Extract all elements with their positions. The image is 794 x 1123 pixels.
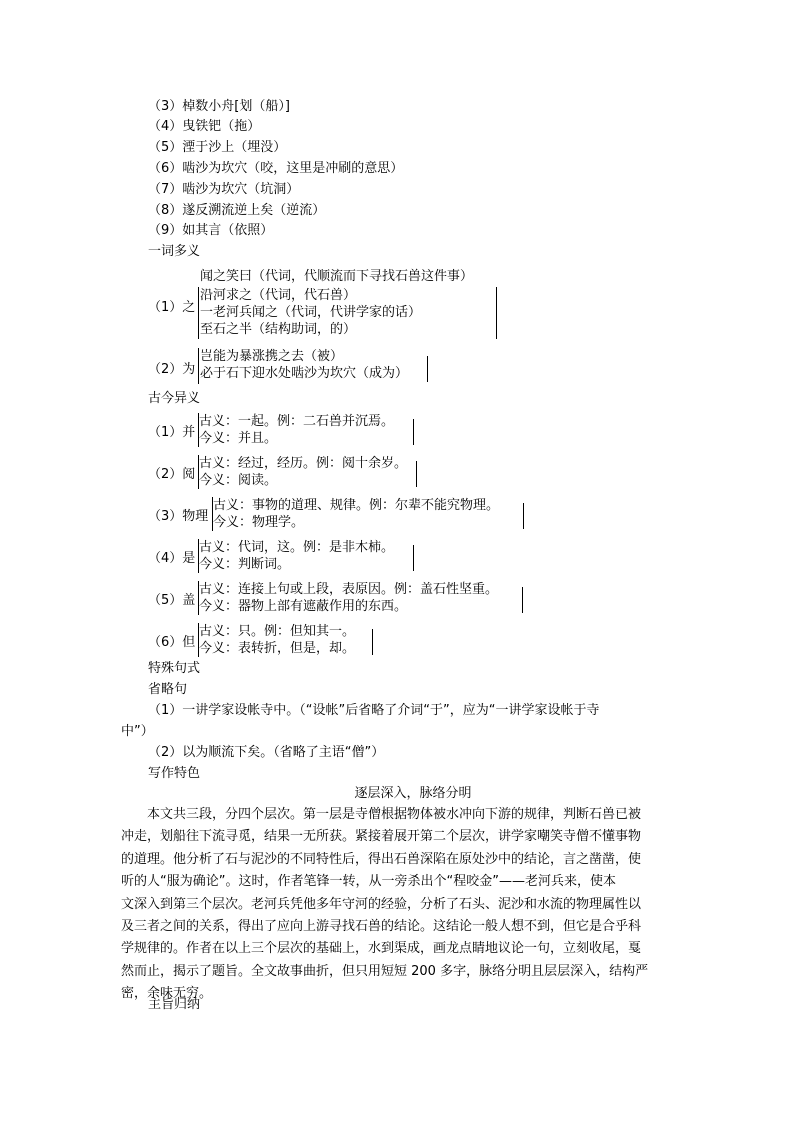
gujin-ancient: 古义：一起。例：二石兽并沉焉。 bbox=[199, 414, 395, 429]
writing-paragraph bbox=[121, 804, 679, 1006]
summary-heading: 主旨归纳 bbox=[148, 997, 201, 1012]
polysemy-number: （2）为 bbox=[148, 362, 196, 377]
special-subheading: 省略句 bbox=[148, 682, 188, 697]
gujin-heading: 古今异义 bbox=[148, 391, 201, 406]
example-line: （3）棹数小舟[划（船）] bbox=[148, 99, 290, 114]
polysemy-heading: 一词多义 bbox=[148, 244, 201, 259]
brace-right bbox=[522, 587, 523, 613]
brace-right bbox=[416, 461, 417, 487]
paragraph-line: 本文共三段，分四个层次。第一层是寺僧根据物体被水冲向下游的规律，判断石兽已被 bbox=[147, 807, 642, 822]
paragraph-line: 文深入到第三个层次。老河兵凭他多年守河的经验，分析了石头、泥沙和水流的物理属性以 bbox=[121, 896, 642, 912]
gujin-number: （5）盖 bbox=[148, 593, 196, 608]
brace-right bbox=[427, 356, 428, 382]
brace-right bbox=[413, 419, 414, 445]
polysemy-item: 一老河兵闻之（代词，代讲学家的话） bbox=[200, 305, 422, 320]
special-item-cont: 中”） bbox=[121, 724, 154, 739]
gujin-ancient: 古义：只。例：但知其一。 bbox=[199, 624, 356, 639]
polysemy-number: （1）之 bbox=[148, 300, 196, 315]
polysemy-item: 闻之笑曰（代词，代顺流而下寻找石兽这件事） bbox=[200, 269, 474, 284]
polysemy-item: 必于石下迎水处啮沙为坎穴（成为） bbox=[200, 366, 409, 381]
gujin-brace bbox=[198, 539, 394, 573]
gujin-modern: 今义：并且。 bbox=[199, 431, 278, 446]
brace-right bbox=[372, 629, 373, 655]
gujin-ancient: 古义：事物的道理、规律。例：尔辈不能究物理。 bbox=[213, 498, 500, 513]
paragraph-line: 及三者之间的关系，得出了应向上游寻找石兽的结论。这结论一般人想不到，但它是合乎科 bbox=[121, 919, 642, 935]
gujin-brace bbox=[198, 581, 498, 615]
paragraph-line: 学规律的。作者在以上三个层次的基础上，水到渠成，画龙点睛地议论一句，立刻收尾，戛 bbox=[121, 941, 642, 957]
example-line: （4）曳铁钯（拖） bbox=[148, 119, 261, 134]
example-line: （6）啮沙为坎穴（咬，这里是冲刷的意思） bbox=[148, 161, 404, 176]
paragraph-line: 的道理。他分析了石与泥沙的不同特性后，得出石兽深陷在原处沙中的结论，言之凿凿，使 bbox=[121, 851, 642, 867]
gujin-brace bbox=[198, 623, 355, 657]
special-item: （1）一讲学家设帐寺中。（“设帐”后省略了介词“于”，应为“一讲学家设帐于寺 bbox=[148, 703, 600, 718]
special-heading: 特殊句式 bbox=[148, 661, 201, 676]
gujin-ancient: 古义：代词，这。例：是非木柿。 bbox=[199, 540, 395, 555]
gujin-number: （4）是 bbox=[148, 551, 196, 566]
gujin-number: （2）阅 bbox=[148, 467, 196, 482]
polysemy-brace bbox=[198, 287, 421, 339]
example-line: （5）湮于沙上（埋没） bbox=[148, 140, 287, 155]
brace-right bbox=[496, 287, 497, 339]
brace-right bbox=[523, 503, 524, 529]
brace-right bbox=[413, 545, 414, 571]
gujin-modern: 今义：表转折，但是，却。 bbox=[199, 641, 356, 656]
gujin-number: （3）物理 bbox=[148, 509, 209, 524]
writing-heading: 写作特色 bbox=[148, 766, 201, 781]
example-line: （8）遂反溯流逆上矣（逆流） bbox=[148, 203, 326, 218]
paragraph-line: 然而止，揭示了题旨。全文故事曲折，但只用短短 200 多字，脉络分明且层层深入，结构严 bbox=[121, 963, 649, 979]
gujin-number: （1）并 bbox=[148, 425, 196, 440]
polysemy-item: 岂能为暴涨携之去（被） bbox=[200, 349, 344, 364]
gujin-brace bbox=[198, 455, 407, 489]
polysemy-brace bbox=[198, 348, 408, 384]
gujin-modern: 今义：判断词。 bbox=[199, 557, 291, 572]
polysemy-item: 至石之半（结构助词，的） bbox=[200, 322, 357, 337]
paragraph-line: 冲走，划船往下流寻觅，结果一无所获。紧接着展开第二个层次，讲学家嘲笑寺僧不懂事物 bbox=[121, 829, 642, 845]
gujin-ancient: 古义：经过，经历。例：阅十余岁。 bbox=[199, 456, 408, 471]
gujin-modern: 今义：物理学。 bbox=[213, 515, 305, 530]
gujin-brace bbox=[198, 413, 394, 447]
gujin-modern: 今义：阅读。 bbox=[199, 473, 278, 488]
writing-subheading: 逐层深入，脉络分明 bbox=[354, 786, 472, 801]
example-line: （9）如其言（依照） bbox=[148, 223, 274, 238]
gujin-number: （6）但 bbox=[148, 635, 196, 650]
paragraph-line: 听的人“服为确论”。这时，作者笔锋一转，从一旁杀出个“程咬金”——老河兵来，使本 bbox=[121, 874, 616, 890]
polysemy-item: 沿河求之（代词，代石兽） bbox=[200, 288, 357, 303]
gujin-ancient: 古义：连接上句或上段，表原因。例：盖石性坚重。 bbox=[199, 582, 499, 597]
special-item: （2）以为顺流下矣。（省略了主语“僧”） bbox=[148, 745, 385, 760]
gujin-modern: 今义：器物上部有遮蔽作用的东西。 bbox=[199, 599, 408, 614]
example-line: （7）啮沙为坎穴（坑洞） bbox=[148, 182, 300, 197]
gujin-brace bbox=[212, 497, 499, 531]
paragraph-line: 密，余味无穷。 bbox=[121, 986, 213, 1002]
